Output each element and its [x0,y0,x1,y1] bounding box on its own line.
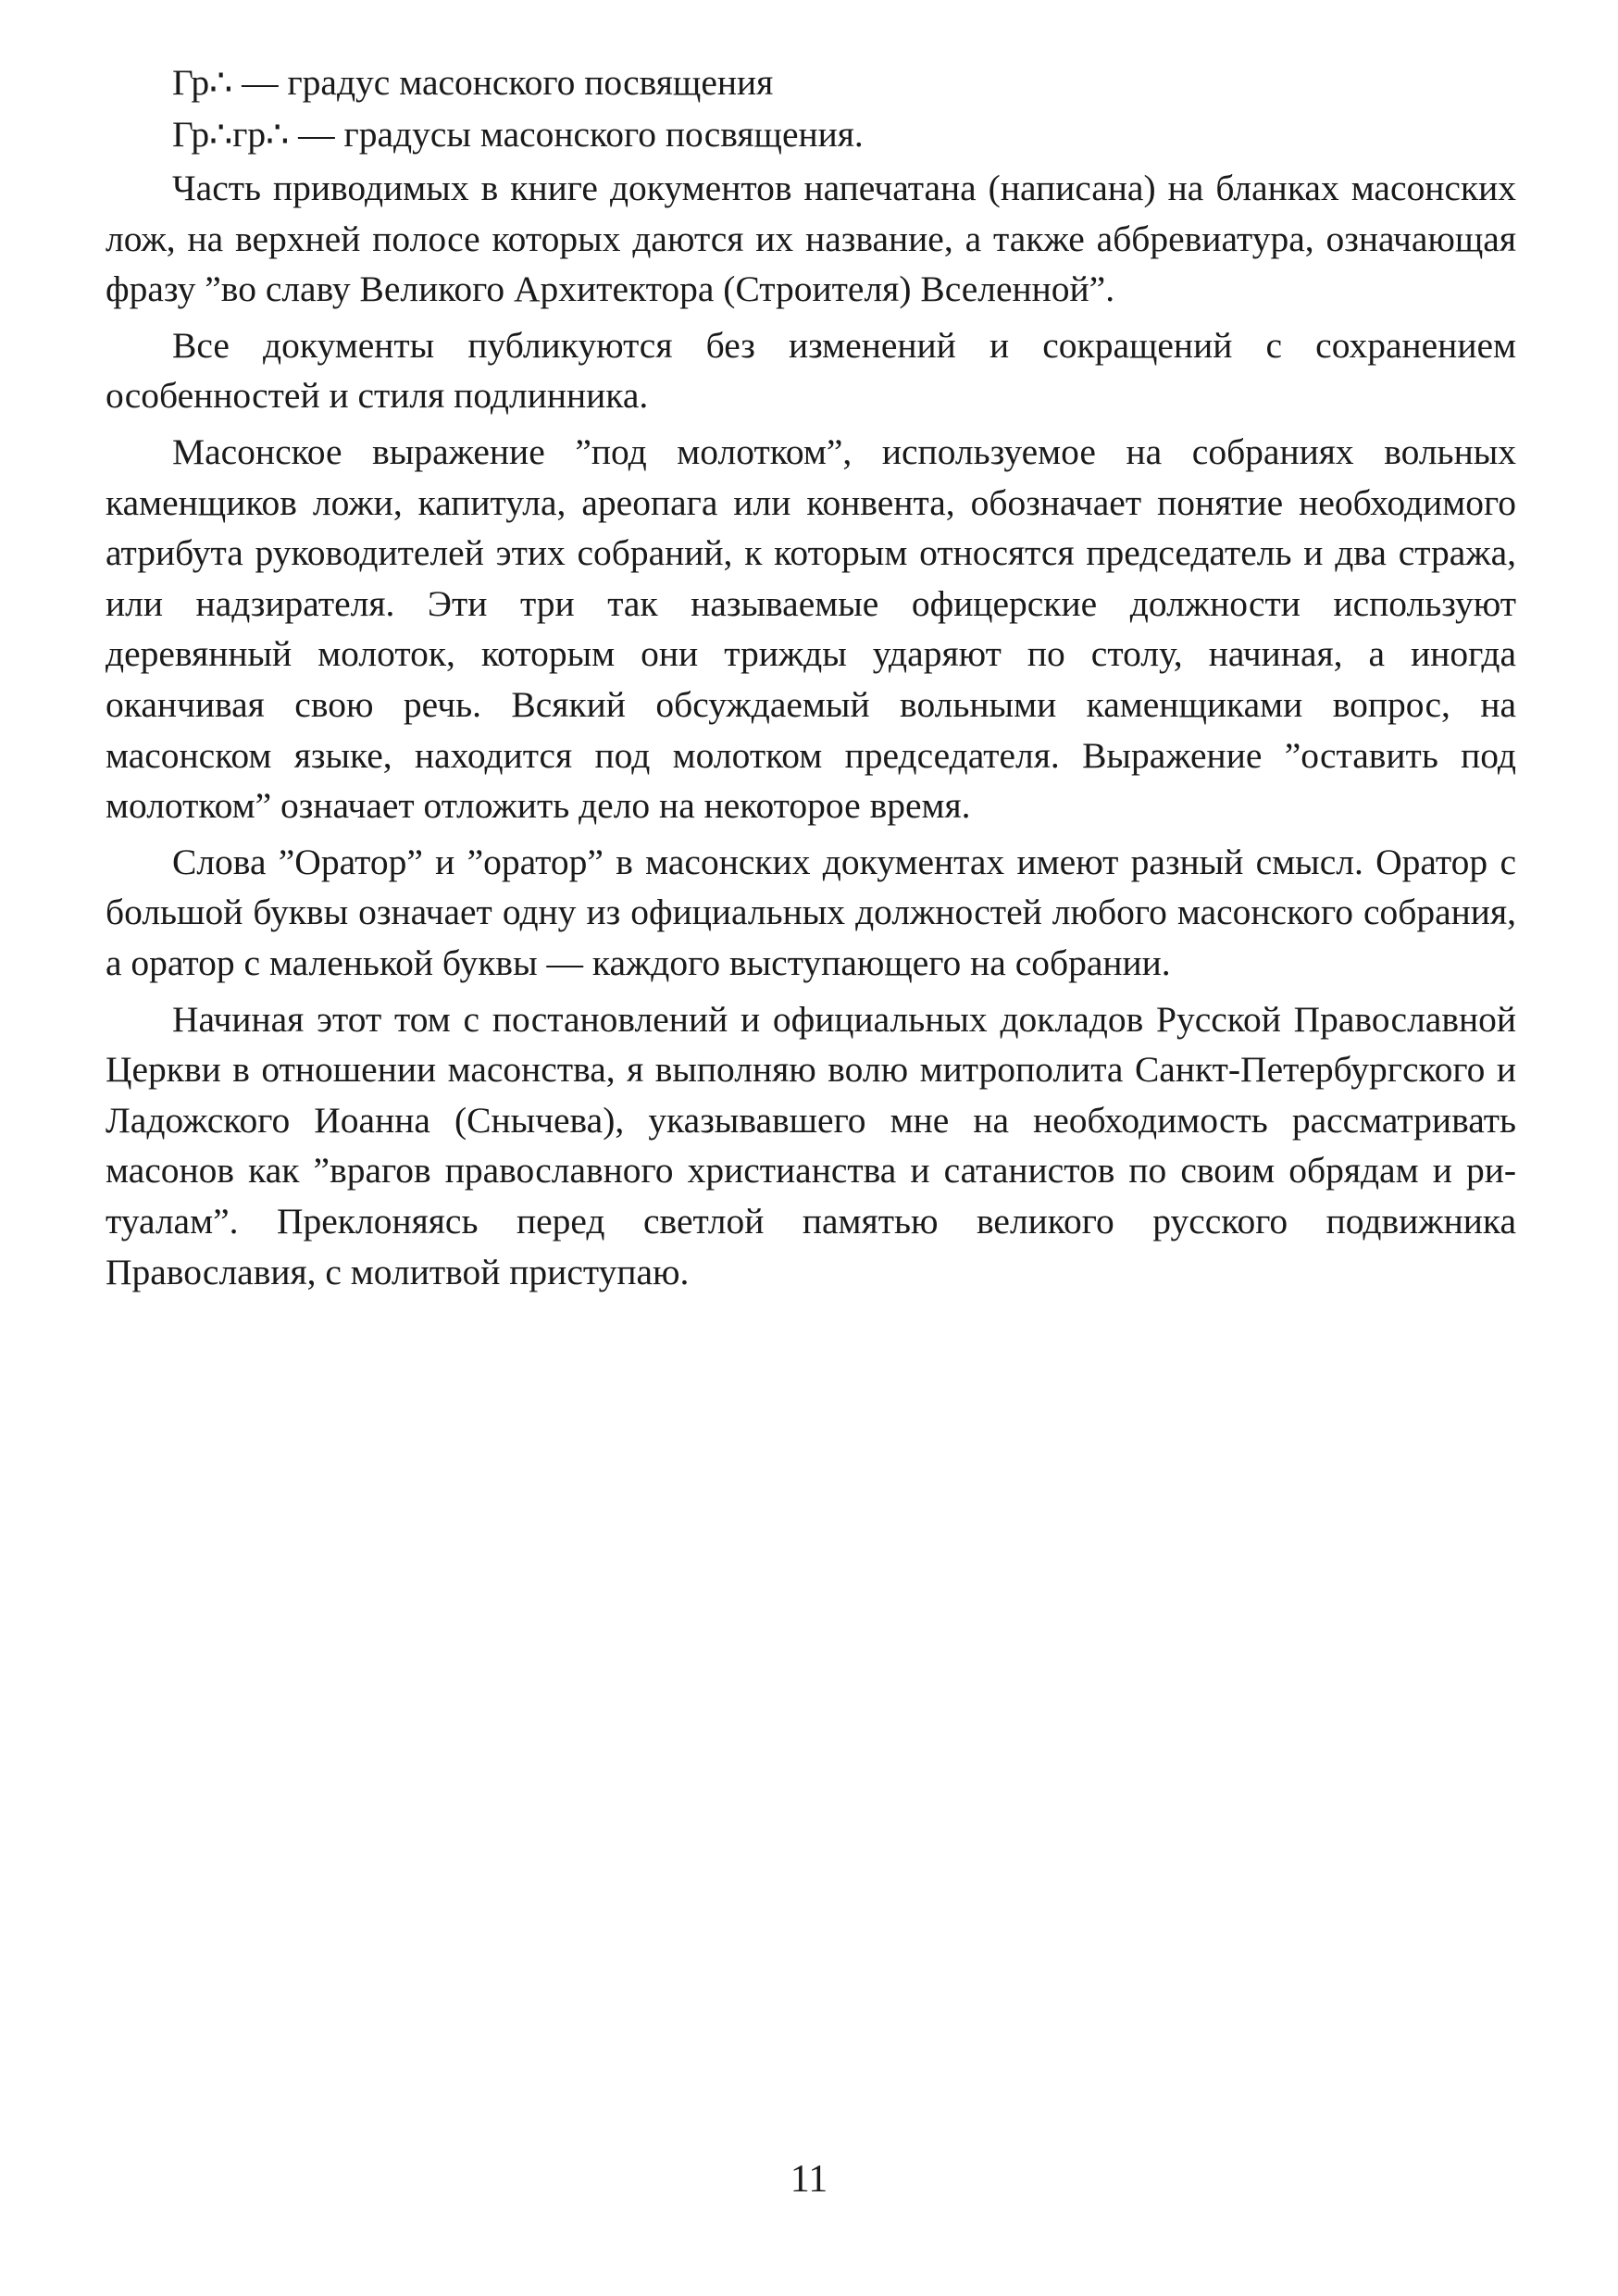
page-number: 11 [790,2158,828,2201]
paragraph: Все документы публикуются без изменений и сокращений с сохранением особенностей и стиля подлинника. [106,324,1516,417]
page-body [106,57,1516,1297]
paragraph: Масонское выражение ”под молотком”, используемое на собраниях вольных каменщиков ложи, капитула, ареопага или конвента, обозначает понятие необходимого атрибута руководителей этих собраний, к которым относятся председатель и два стража, или надзирателя. Эти три так называемые офицерские должности используют деревянный молоток, которым они трижды ударяют по столу, начиная, а иногда оканчивая свою речь. Всякий обсуждаемый вольными каменщиками вопрос, на масонском языке, находится под молотком председателя. Выражение ”оставить под молотком” означает отложить дело на некоторое время. [106,431,1516,827]
abbreviation-line: Гр∴гр∴ — градусы масонского посвящения. [172,113,864,155]
paragraph: Слова ”Оратор” и ”оратор” в масонских документах имеют разный смысл. Оратор с большой буквы означает одну из официальных должностей любого масонского собрания, а оратор с маленькой буквы — каждого выступающего на собрании. [106,841,1516,983]
paragraph: Часть приводимых в книге документов напечатана (написана) на бланках масонских лож, на верхней полосе которых даются их название, а также аббревиатура, означающая фразу ”во славу Великого Архитектора (Строителя) Вселенной”. [106,168,1516,310]
abbreviation-line: Гр∴ — градус масонского посвящения [172,62,774,103]
paragraph: Начиная этот том с постановлений и официальных докладов Русской Православной Церкви в отношении масонства, я выполняю волю митрополита Санкт-Петербургского и Ладожского Иоанна (Снычева), указывавшего мне на необходимость рассматривать масонов как ”врагов православного христианства и сатанистов по своим обрядам и ритуалам”. Преклоняясь перед светлой памятью великого русского подвижника Православия, с молитвой приступаю. [106,998,1516,1292]
